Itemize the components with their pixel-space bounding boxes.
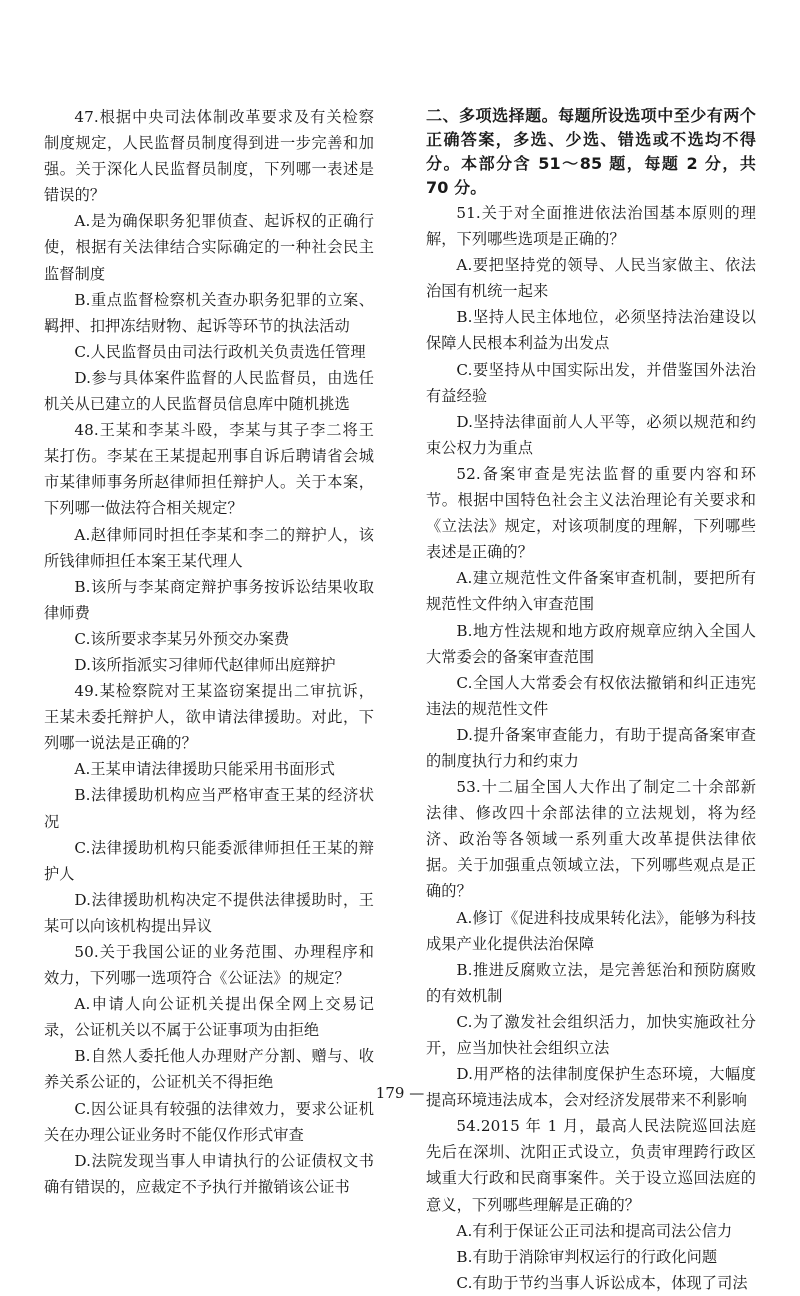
right-paragraph: D.坚持法律面前人人平等，必须以规范和约束公权力为重点 (426, 412, 756, 457)
left-paragraph: 49.某检察院对王某盗窃案提出二审抗诉，王某未委托辩护人，欲申请法律援助。对此，下列哪一说法是正确的？ (44, 682, 374, 753)
right-paragraph: D.用严格的法律制度保护生态环境，大幅度提高环境违法成本，会对经济发展带来不利影响 (426, 1065, 756, 1110)
page-number: 179 — (375, 1084, 425, 1102)
right-paragraph: C.要坚持从中国实际出发，并借鉴国外法治有益经验 (426, 360, 756, 405)
right-paragraph: B.地方性法规和地方政府规章应纳入全国人大常委会的备案审查范围 (426, 621, 756, 666)
left-paragraph: C.人民监督员由司法行政机关负责选任管理 (74, 342, 366, 361)
right-paragraph: 54.2015 年 1 月，最高人民法院巡回法庭先后在深圳、沈阳正式设立，负责审理跨行政区域重大行政和民商事案件。关于设立巡回法庭的意义，下列哪些理解是正确的？ (426, 1117, 756, 1214)
left-paragraph: C.法律援助机构只能委派律师担任王某的辩护人 (44, 838, 374, 883)
right-paragraph: D.提升备案审查能力，有助于提高备案审查的制度执行力和约束力 (426, 725, 756, 770)
left-paragraph: A.申请人向公证机关提出保全网上交易记录，公证机关以不属于公证事项为由拒绝 (44, 995, 374, 1040)
right-paragraph: A.建立规范性文件备案审查机制，要把所有规范性文件纳入审查范围 (426, 569, 756, 614)
left-paragraph: B.自然人委托他人办理财产分割、赠与、收养关系公证的，公证机关不得拒绝 (44, 1047, 374, 1092)
left-paragraph: C.因公证具有较强的法律效力，要求公证机关在办理公证业务时不能仅作形式审查 (44, 1099, 374, 1144)
right-column (426, 104, 756, 1296)
left-column (44, 104, 374, 1200)
right-paragraph: B.有助于消除审判权运行的行政化问题 (456, 1247, 718, 1266)
right-paragraph: A.修订《促进科技成果转化法》，能够为科技成果产业化提供法治保障 (426, 908, 756, 953)
left-paragraph: D.法院发现当事人申请执行的公证债权文书确有错误的，应裁定不予执行并撤销该公证书 (44, 1151, 374, 1196)
left-paragraph: 47.根据中央司法体制改革要求及有关检察制度规定，人民监督员制度得到进一步完善和加强。关于深化人民监督员制度，下列哪一表述是错误的？ (44, 108, 374, 205)
left-paragraph: A.赵律师同时担任李某和李二的辩护人，该所钱律师担任本案王某代理人 (44, 525, 374, 570)
right-paragraph: 53.十二届全国人大作出了制定二十余部新法律、修改四十余部法律的立法规划，将为经济、政治等各领域一系列重大改革提供法律依据。关于加强重点领域立法，下列哪些观点是正确的？ (426, 778, 756, 901)
right-paragraph: B.坚持人民主体地位，必须坚持法治建设以保障人民根本利益为出发点 (426, 308, 756, 353)
section-heading: 二、多项选择题。每题所设选项中至少有两个正确答案，多选、少选、错选或不选均不得分。本部分含 51～85 题，每题 2 分，共 70 分。 (426, 106, 756, 197)
left-paragraph: D.参与具体案件监督的人民监督员，由选任机关从已建立的人民监督员信息库中随机挑选 (44, 368, 374, 414)
left-paragraph: C.该所要求李某另外预交办案费 (74, 629, 290, 648)
left-paragraph: 50.关于我国公证的业务范围、办理程序和效力，下列哪一选项符合《公证法》的规定？ (44, 943, 374, 988)
right-paragraph: C.为了激发社会组织活力，加快实施政社分开，应当加快社会组织立法 (426, 1012, 756, 1057)
right-paragraph: 52.备案审查是宪法监督的重要内容和环节。根据中国特色社会主义法治理论有关要求和《立法法》规定，对该项制度的理解，下列哪些表述是正确的？ (426, 464, 756, 562)
left-paragraph: B.该所与李某商定辩护事务按诉讼结果收取律师费 (44, 577, 374, 622)
right-paragraph: A.有利于保证公正司法和提高司法公信力 (456, 1221, 733, 1240)
right-paragraph: A.要把坚持党的领导、人民当家做主、依法治国有机统一起来 (426, 256, 756, 301)
left-paragraph: A.是为确保职务犯罪侦查、起诉权的正确行使，根据有关法律结合实际确定的一种社会民主监督制度 (44, 212, 374, 283)
left-paragraph: A.王某申请法律援助只能采用书面形式 (74, 760, 335, 779)
left-paragraph: D.该所指派实习律师代赵律师出庭辩护 (74, 655, 336, 674)
left-paragraph: B.法律援助机构应当严格审查王某的经济状况 (44, 786, 374, 831)
right-paragraph: C.有助于节约当事人诉讼成本，体现了司法 (456, 1273, 748, 1292)
left-paragraph: B.重点监督检察机关查办职务犯罪的立案、羁押、扣押冻结财物、起诉等环节的执法活动 (44, 290, 374, 335)
left-paragraph: D.法律援助机构决定不提供法律援助时，王某可以向该机构提出异议 (44, 890, 374, 935)
right-paragraph: C.全国人大常委会有权依法撤销和纠正违宪违法的规范性文件 (426, 673, 756, 718)
right-paragraph: 51.关于对全面推进依法治国基本原则的理解，下列哪些选项是正确的？ (426, 204, 756, 249)
right-paragraph: B.推进反腐败立法，是完善惩治和预防腐败的有效机制 (426, 960, 756, 1005)
left-paragraph: 48.王某和李某斗殴，李某与其子李二将王某打伤。李某在王某提起刑事自诉后聘请省会城市某律师事务所赵律师担任辩护人。关于本案，下列哪一做法符合相关规定？ (44, 421, 374, 518)
